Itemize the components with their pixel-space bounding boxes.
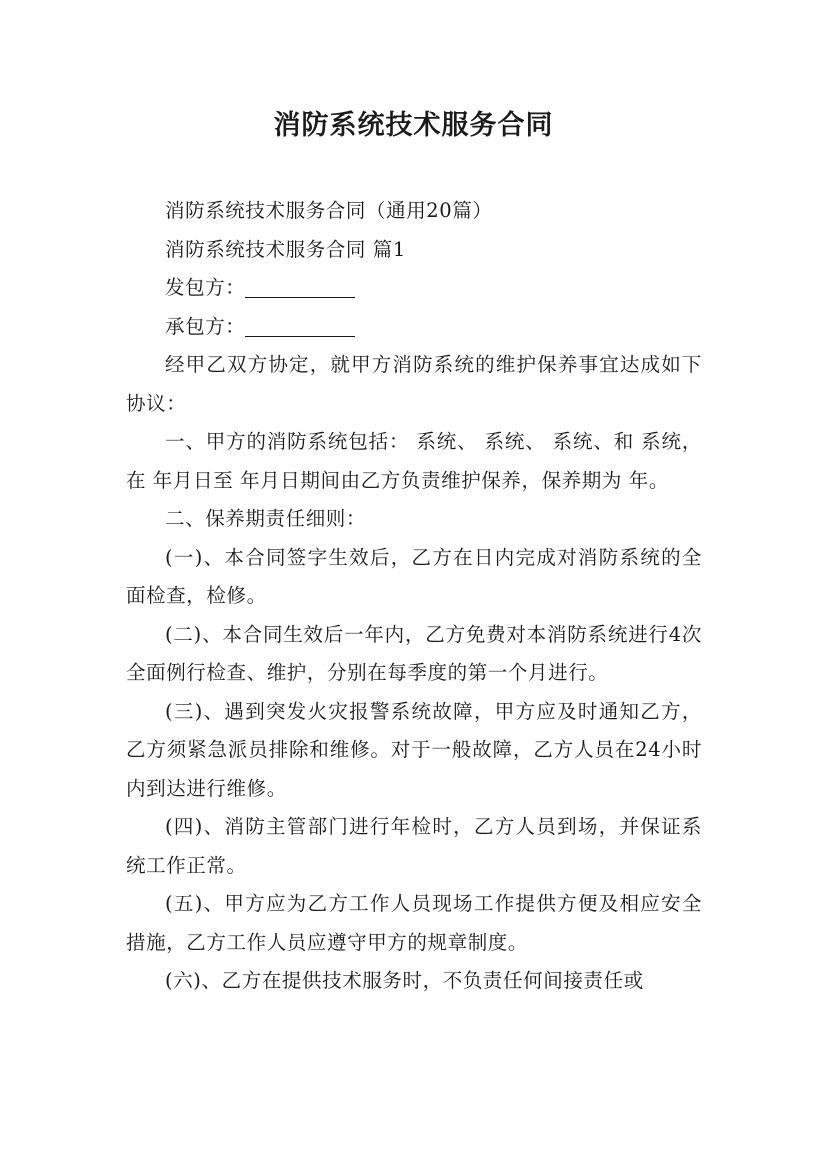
paragraph-item-5: (五)、甲方应为乙方工作人员现场工作提供方便及相应安全措施，乙方工作人员应遵守甲方的规章制度。 bbox=[126, 892, 702, 954]
paragraph-section-heading: 消防系统技术服务合同 篇1 bbox=[165, 237, 406, 261]
paragraph-item-2: (二)、本合同生效后一年内，乙方免费对本消防系统进行4次全面例行检查、维护，分别在每季度的第一个月进行。 bbox=[126, 622, 702, 684]
party-a-blank bbox=[245, 275, 355, 298]
party-b-line bbox=[126, 308, 702, 347]
party-b-label: 承包方： bbox=[165, 314, 246, 338]
party-b-blank bbox=[245, 314, 355, 337]
document-title: 消防系统技术服务合同 bbox=[273, 110, 554, 141]
paragraph-agreement-intro: 经甲乙双方协定，就甲方消防系统的维护保养事宜达成如下协议： bbox=[126, 353, 702, 415]
paragraph-item-4: (四)、消防主管部门进行年检时，乙方人员到场，并保证系统工作正常。 bbox=[126, 815, 702, 877]
paragraph-item-3: (三)、遇到突发火灾报警系统故障，甲方应及时通知乙方，乙方须紧急派员排除和维修。对于一般故障，乙方人员在24小时内到达进行维修。 bbox=[126, 699, 702, 800]
paragraph-item-6: (六)、乙方在提供技术服务时，不负责任何间接责任或 bbox=[165, 969, 644, 992]
paragraph-clause-1: 一、甲方的消防系统包括： 系统、 系统、 系统、和 系统，在 年月日至 年月日期间由乙方负责维护保养，保养期为 年。 bbox=[126, 430, 702, 492]
paragraph-subtitle: 消防系统技术服务合同（通用20篇） bbox=[165, 199, 493, 222]
paragraph-item-1: (一)、本合同签字生效后，乙方在日内完成对消防系统的全面检查，检修。 bbox=[126, 545, 702, 607]
party-a-label: 发包方： bbox=[165, 276, 246, 299]
document-body bbox=[126, 192, 702, 1001]
paragraph-clause-2-heading: 二、保养期责任细则： bbox=[165, 507, 367, 530]
party-a-line bbox=[126, 269, 702, 308]
